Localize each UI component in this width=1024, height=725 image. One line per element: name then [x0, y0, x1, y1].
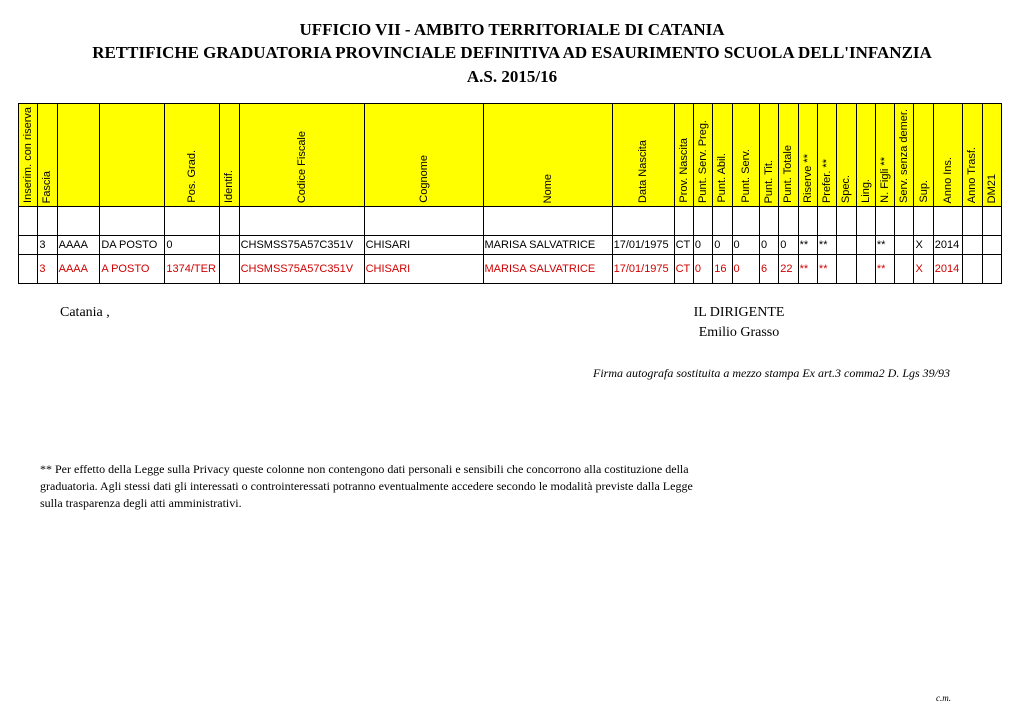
table-header-row — [19, 104, 1002, 207]
column-header-label: Data Nascita — [637, 140, 650, 203]
column-header-label: Identif. — [223, 169, 236, 203]
cell-cognome: CHISARI — [364, 254, 483, 283]
column-header-riserve — [798, 104, 817, 207]
column-header-label: Prov. Nascita — [677, 138, 690, 203]
column-header-label: Punt. Tit. — [763, 159, 776, 203]
cell-spec — [837, 235, 856, 254]
table-row — [19, 235, 1002, 254]
cell-nome: MARISA SALVATRICE — [483, 235, 612, 254]
cell-fascia: 3 — [38, 235, 57, 254]
cell-inserim — [19, 254, 38, 283]
column-header-label: Riserve ** — [801, 154, 814, 203]
column-header-serv — [732, 104, 759, 207]
header-line-3: A.S. 2015/16 — [466, 67, 558, 86]
column-header-abil — [713, 104, 732, 207]
signature-city: Catania , — [60, 305, 110, 320]
director-name: Emilio Grasso — [698, 325, 780, 340]
cell-annoins: 2014 — [933, 254, 962, 283]
column-header-figli — [875, 104, 894, 207]
cell-servpreg: 0 — [693, 254, 712, 283]
cell-cf: CHSMSS75A57C351V — [239, 235, 364, 254]
cell-identif — [220, 235, 239, 254]
cell-annotrasf — [963, 254, 982, 283]
column-header-cognome — [364, 104, 483, 207]
column-header-label: Serv. senza demer. — [898, 109, 911, 203]
cell-c4: DA POSTO — [100, 235, 165, 254]
cell-c4: A POSTO — [100, 254, 165, 283]
cell-ling — [856, 254, 875, 283]
column-header-label: DM21 — [985, 173, 998, 203]
column-header-prefer — [817, 104, 836, 207]
cell-nome: MARISA SALVATRICE — [483, 254, 612, 283]
column-header-dm21 — [982, 104, 1001, 207]
column-header-label: Ling. — [859, 179, 872, 203]
cell-annoins: 2014 — [933, 235, 962, 254]
director-title: IL DIRIGENTE — [693, 305, 785, 320]
column-header-label: Anno Trasf. — [966, 146, 979, 203]
column-header-label: Punt. Totale — [782, 145, 795, 203]
cell-abil: 0 — [713, 235, 732, 254]
cell-prov: CT — [674, 235, 693, 254]
cell-pos: 1374/TER — [165, 254, 220, 283]
cell-c3: AAAA — [57, 254, 100, 283]
cell-abil: 16 — [713, 254, 732, 283]
cell-figli: ** — [875, 254, 894, 283]
cell-prov: CT — [674, 254, 693, 283]
cell-ling — [856, 235, 875, 254]
cell-prefer: ** — [817, 235, 836, 254]
column-header-spec — [837, 104, 856, 207]
cell-c3: AAAA — [57, 235, 100, 254]
cell-servsenza — [895, 254, 914, 283]
cell-dm21 — [982, 254, 1001, 283]
spacer-row — [19, 206, 1002, 235]
column-header-annotrasf — [963, 104, 982, 207]
cell-tit: 0 — [759, 235, 778, 254]
column-header-label: Prefer. ** — [821, 158, 834, 203]
column-header-sup — [914, 104, 933, 207]
corner-mark: c.m. — [936, 693, 951, 703]
cell-cf: CHSMSS75A57C351V — [239, 254, 364, 283]
signature-note: Firma autografa sostituita a mezzo stampa Ex art.3 comma2 D. Lgs 39/93 — [592, 366, 950, 380]
column-header-servpreg — [693, 104, 712, 207]
cell-fascia: 3 — [38, 254, 57, 283]
cell-serv: 0 — [732, 235, 759, 254]
column-header-identif — [220, 104, 239, 207]
column-header-label: Anno Ins. — [942, 156, 955, 203]
column-header-label: N. Figli ** — [879, 157, 892, 203]
cell-pos: 0 — [165, 235, 220, 254]
column-header-label: Cognome — [417, 155, 430, 203]
header-line-2: RETTIFICHE GRADUATORIA PROVINCIALE DEFINITIVA AD ESAURIMENTO SCUOLA DELL'INFANZIA — [92, 43, 932, 62]
column-header-c3 — [57, 104, 100, 207]
column-header-annoins — [933, 104, 962, 207]
cell-annotrasf — [963, 235, 982, 254]
column-header-nome — [483, 104, 612, 207]
column-header-nascita — [612, 104, 674, 207]
cell-nascita: 17/01/1975 — [612, 254, 674, 283]
cell-tit: 6 — [759, 254, 778, 283]
column-header-fascia — [38, 104, 57, 207]
cell-servsenza — [895, 235, 914, 254]
column-header-label: Pos. Grad. — [186, 150, 199, 203]
column-header-inserim — [19, 104, 38, 207]
column-header-label: Punt. Abil. — [716, 153, 729, 203]
cell-riserve: ** — [798, 254, 817, 283]
column-header-label: Codice Fiscale — [295, 130, 308, 203]
cell-servpreg: 0 — [693, 235, 712, 254]
cell-sup: X — [914, 235, 933, 254]
column-header-label: Spec. — [840, 174, 853, 203]
cell-figli: ** — [875, 235, 894, 254]
column-header-c4 — [100, 104, 165, 207]
cell-cognome: CHISARI — [364, 235, 483, 254]
column-header-label: Inserim. con riserva — [22, 107, 35, 203]
cell-totale: 22 — [779, 254, 798, 283]
privacy-footnote: ** Per effetto della Legge sulla Privacy queste colonne non contengono dati personali e sensibili che concorrono alla costituzione della graduatoria. Agli stessi dati gli interessati o controinteressati potranno eventualmente accedere secondo le modalità previste dalla Legge sulla trasparenza degli atti amministrativi. — [40, 462, 693, 510]
column-header-ling — [856, 104, 875, 207]
cell-serv: 0 — [732, 254, 759, 283]
column-header-label: Nome — [541, 173, 554, 203]
header-line-1: UFFICIO VII - AMBITO TERRITORIALE DI CATANIA — [299, 20, 725, 39]
cell-dm21 — [982, 235, 1001, 254]
rettifiche-table — [18, 103, 1002, 284]
cell-prefer: ** — [817, 254, 836, 283]
column-header-pos — [165, 104, 220, 207]
table-row — [19, 254, 1002, 283]
column-header-servsenza — [895, 104, 914, 207]
column-header-prov — [674, 104, 693, 207]
cell-nascita: 17/01/1975 — [612, 235, 674, 254]
cell-totale: 0 — [779, 235, 798, 254]
cell-identif — [220, 254, 239, 283]
cell-spec — [837, 254, 856, 283]
column-header-label: Fascia — [41, 170, 54, 203]
cell-riserve: ** — [798, 235, 817, 254]
column-header-totale — [779, 104, 798, 207]
column-header-label: Sup. — [917, 180, 930, 203]
cell-inserim — [19, 235, 38, 254]
column-header-cf — [239, 104, 364, 207]
cell-sup: X — [914, 254, 933, 283]
column-header-label: Punt. Serv. Preg. — [697, 120, 710, 203]
column-header-tit — [759, 104, 778, 207]
column-header-label: Punt. Serv. — [739, 149, 752, 203]
